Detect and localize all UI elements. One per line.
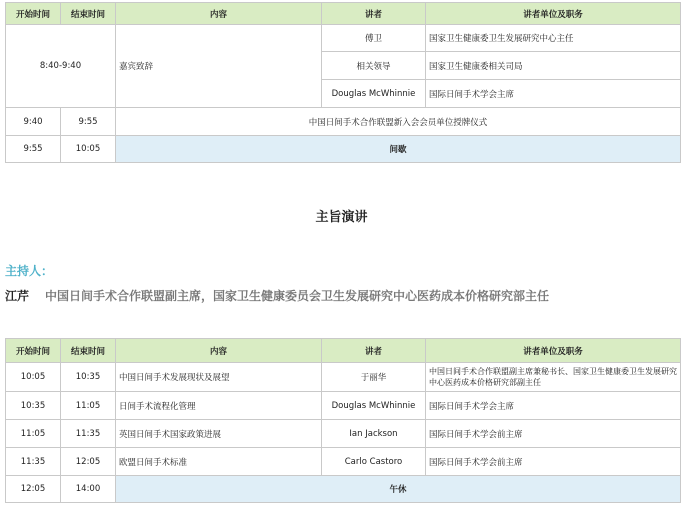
- end-time-cell: 10:05: [61, 136, 116, 163]
- table-header-row: [6, 3, 681, 25]
- schedule-table-opening: [5, 2, 681, 163]
- end-time-cell: 14:00: [61, 476, 116, 503]
- header-content: 内容: [116, 3, 322, 25]
- start-time-cell: 11:35: [6, 448, 61, 476]
- header-speaker: 讲者: [322, 3, 426, 25]
- end-time-cell: 11:35: [61, 420, 116, 448]
- table-row: [6, 448, 681, 476]
- host-name: 江芹: [5, 289, 30, 303]
- affiliation-cell: 国家卫生健康委卫生发展研究中心主任: [426, 25, 681, 52]
- affiliation-cell: 国际日间手术学会前主席: [426, 420, 681, 448]
- table-row: [6, 108, 681, 136]
- host-title: 中国日间手术合作联盟副主席，国家卫生健康委员会卫生发展研究中心医药成本价格研究部主任: [45, 289, 550, 303]
- speaker-cell: Douglas McWhinnie: [322, 392, 426, 420]
- speaker-cell: 于丽华: [322, 363, 426, 392]
- start-time-cell: 10:35: [6, 392, 61, 420]
- end-time-cell: 11:05: [61, 392, 116, 420]
- speaker-cell: 傅卫: [322, 25, 426, 52]
- header-speaker: 讲者: [322, 339, 426, 363]
- speaker-cell: 相关领导: [322, 52, 426, 80]
- start-time-cell: 11:05: [6, 420, 61, 448]
- content-cell: 欧盟日间手术标准: [116, 448, 322, 476]
- speaker-cell: Carlo Castoro: [322, 448, 426, 476]
- table-row: [6, 420, 681, 448]
- start-time-cell: 10:05: [6, 363, 61, 392]
- end-time-cell: 12:05: [61, 448, 116, 476]
- header-content: 内容: [116, 339, 322, 363]
- host-label: 主持人：: [5, 264, 54, 278]
- content-cell: 英国日间手术国家政策进展: [116, 420, 322, 448]
- time-range-cell: 8:40-9:40: [6, 25, 116, 108]
- affiliation-cell: 中国日间手术合作联盟副主席兼秘书长、国家卫生健康委卫生发展研究中心医药成本价格研究部副主任: [426, 363, 681, 392]
- table-row: [6, 25, 681, 52]
- table-row: [6, 136, 681, 163]
- speaker-cell: Douglas McWhinnie: [322, 80, 426, 108]
- header-affiliation: 讲者单位及职务: [426, 3, 681, 25]
- end-time-cell: 9:55: [61, 108, 116, 136]
- end-time-cell: 10:35: [61, 363, 116, 392]
- table-row: [6, 363, 681, 392]
- content-cell: 嘉宾致辞: [116, 25, 322, 108]
- start-time-cell: 9:55: [6, 136, 61, 163]
- header-end-time: 结束时间: [61, 3, 116, 25]
- start-time-cell: 9:40: [6, 108, 61, 136]
- table-row: [6, 476, 681, 503]
- table-row: [6, 392, 681, 420]
- content-cell: 日间手术流程化管理: [116, 392, 322, 420]
- affiliation-cell: 国际日间手术学会主席: [426, 392, 681, 420]
- start-time-cell: 12:05: [6, 476, 61, 503]
- section-title: 主旨演讲: [315, 210, 368, 225]
- schedule-table-keynote: [5, 338, 681, 503]
- speaker-cell: Ian Jackson: [322, 420, 426, 448]
- table-header-row: [6, 339, 681, 363]
- header-start-time: 开始时间: [6, 339, 61, 363]
- affiliation-cell: 国际日间手术学会主席: [426, 80, 681, 108]
- break-cell: 间歇: [116, 136, 681, 163]
- host-line: [5, 287, 549, 304]
- header-affiliation: 讲者单位及职务: [426, 339, 681, 363]
- content-cell: 中国日间手术合作联盟新入会会员单位授牌仪式: [116, 108, 681, 136]
- break-cell: 午休: [116, 476, 681, 503]
- affiliation-cell: 国家卫生健康委相关司局: [426, 52, 681, 80]
- header-start-time: 开始时间: [6, 3, 61, 25]
- header-end-time: 结束时间: [61, 339, 116, 363]
- content-cell: 中国日间手术发展现状及展望: [116, 363, 322, 392]
- affiliation-cell: 国际日间手术学会前主席: [426, 448, 681, 476]
